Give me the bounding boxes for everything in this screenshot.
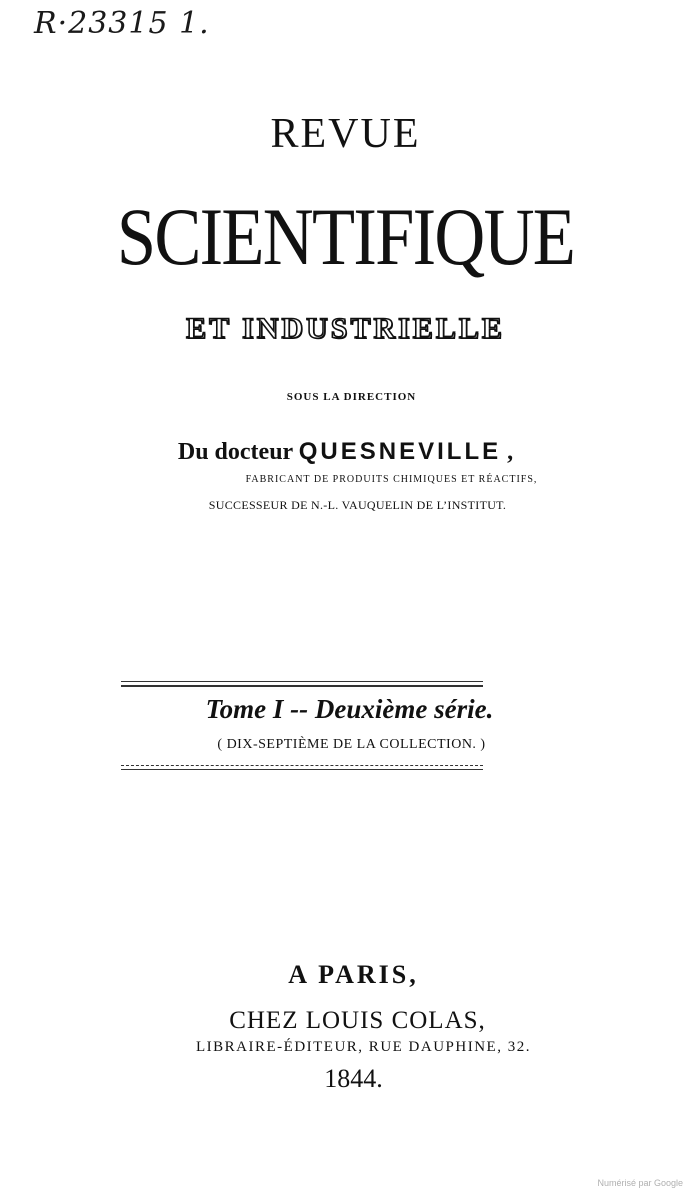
- bottom-rule-upper: [121, 765, 483, 766]
- imprint-publisher: CHEZ LOUIS COLAS,: [229, 1007, 486, 1034]
- imprint-city: A PARIS,: [288, 960, 419, 989]
- top-rule-inner: [121, 685, 483, 687]
- editor-line: [0, 438, 691, 466]
- imprint-year: 1844.: [324, 1064, 383, 1093]
- imprint-address: LIBRAIRE-ÉDITEUR, RUE DAUPHINE, 32.: [196, 1039, 531, 1055]
- volume-collection: ( DIX-SEPTIÈME DE LA COLLECTION. ): [217, 737, 486, 752]
- editor-occupation: FABRICANT DE PRODUITS CHIMIQUES ET RÉACTIFS,: [245, 474, 538, 485]
- editor-name-suffix: ,: [501, 439, 514, 465]
- volume-tome: Tome I -- Deuxième série.: [205, 694, 494, 724]
- direction-label: SOUS LA DIRECTION: [286, 391, 417, 403]
- editor-name: QUESNEVILLE: [298, 438, 502, 465]
- editor-title: Du docteur: [177, 439, 299, 465]
- digitization-credit: Numérisé par Google: [597, 1178, 683, 1188]
- title-scientifique: SCIENTIFIQUE: [116, 191, 575, 282]
- title-industrielle: ET INDUSTRIELLE: [186, 312, 505, 345]
- editor-succession: SUCCESSEUR DE N.-L. VAUQUELIN DE L’INSTITUT.: [208, 498, 507, 512]
- top-rule-outer: [121, 681, 483, 682]
- bottom-rule-lower: [121, 769, 483, 770]
- handwritten-shelfmark: R·23315 1.: [34, 6, 210, 41]
- title-revue: REVUE: [270, 111, 421, 157]
